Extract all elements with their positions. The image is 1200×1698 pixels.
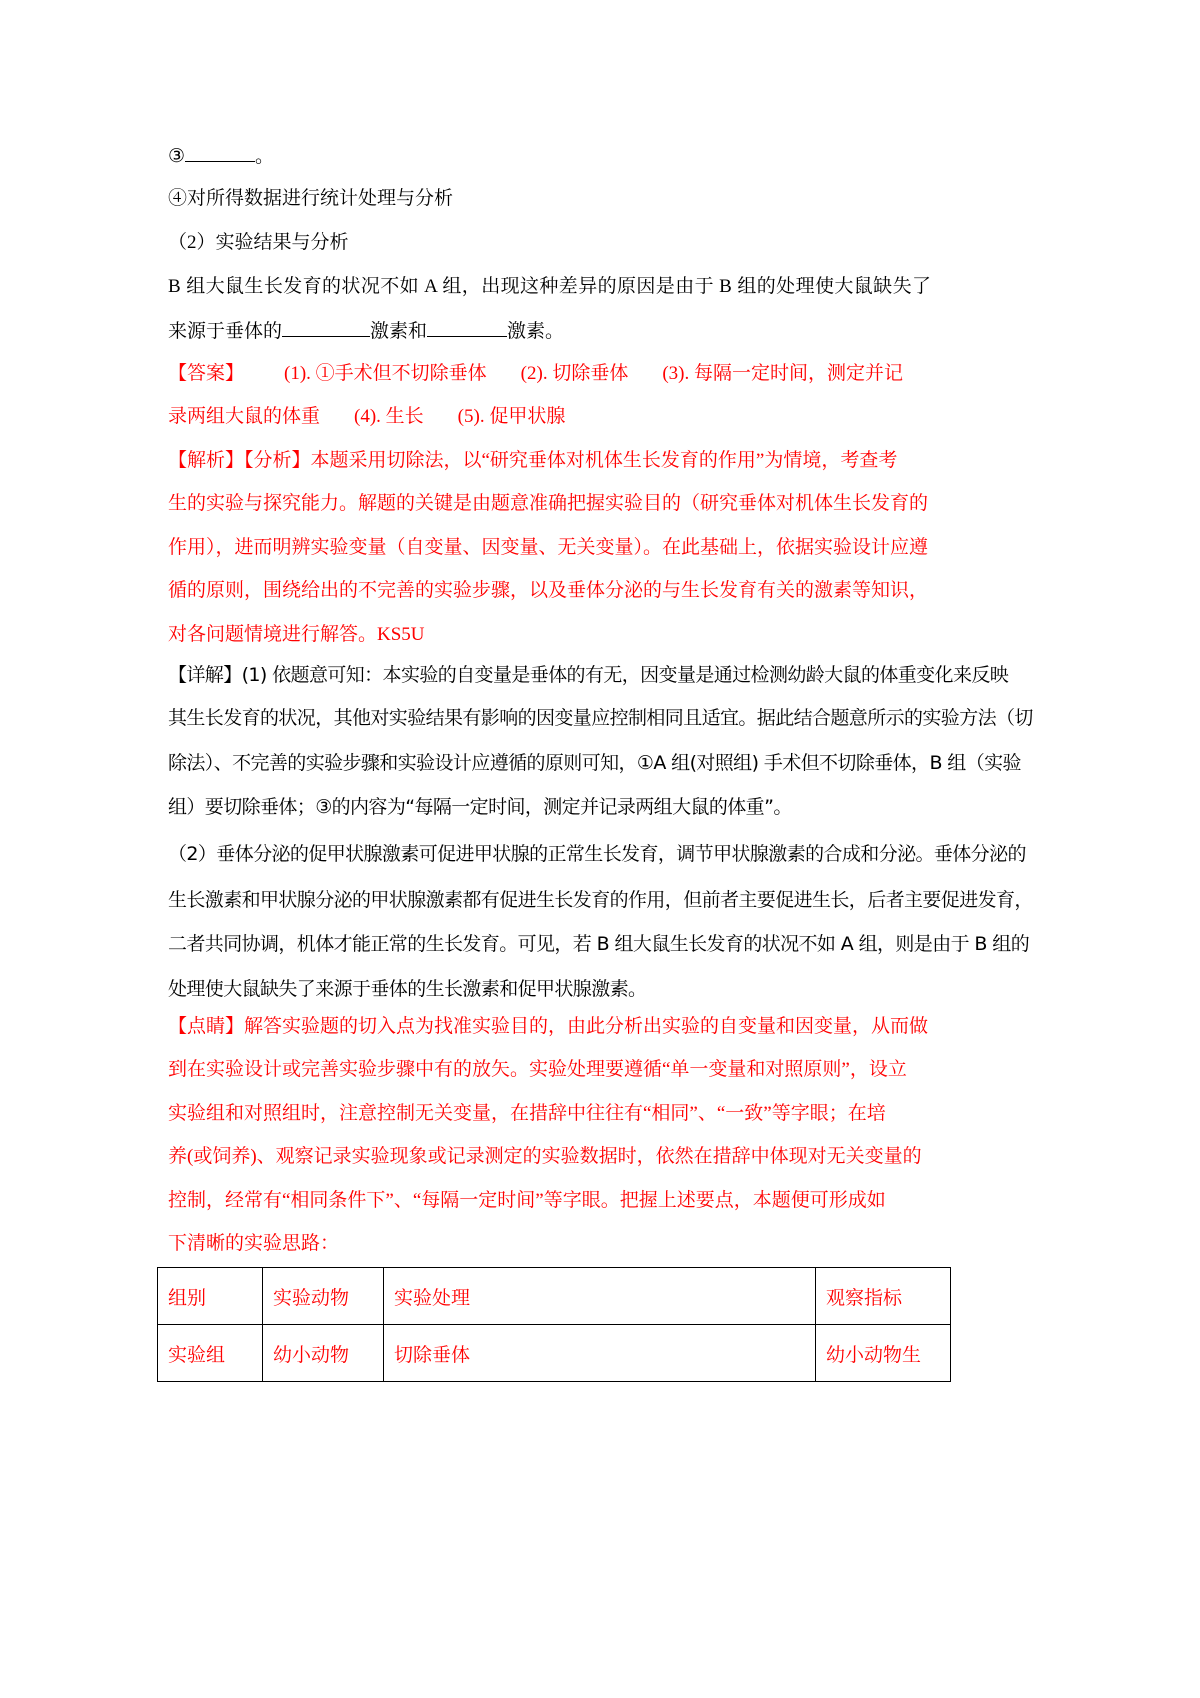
answer-line-2: [168, 405, 565, 429]
blank-field: [282, 318, 370, 337]
table-cell: 切除垂体: [384, 1325, 816, 1382]
table-cell: 幼小动物: [263, 1325, 384, 1382]
analysis-line: 作用），进而明辨实验变量（自变量、因变量、无关变量）。在此基础上，依据实验设计应遵: [168, 537, 929, 558]
answer-item: (2). 切除垂体: [520, 363, 629, 384]
table-header-cell: 组别: [158, 1268, 263, 1325]
analysis-line: 生的实验与探究能力。解题的关键是由题意准确把握实验目的（研究垂体对机体生长发育的: [168, 493, 929, 514]
table-header-cell: 实验处理: [384, 1268, 816, 1325]
table-cell: 幼小动物生: [816, 1325, 951, 1382]
answer-item: (4). 生长: [354, 406, 424, 427]
analysis-line: 【解析】【分析】本题采用切除法，以“研究垂体对机体生长发育的作用”为情境，考查考: [168, 450, 898, 471]
detail-line: 生长激素和甲状腺分泌的甲状腺激素都有促进生长发育的作用，但前者主要促进生长，后者主要促进发育，: [168, 889, 1033, 911]
step3-line: [168, 143, 274, 169]
analysis-line: 循的原则，围绕给出的不完善的实验步骤，以及垂体分泌的与生长发育有关的激素等知识，: [168, 580, 929, 601]
keypoint-line: 下清晰的实验思路：: [168, 1233, 340, 1254]
detail-line: 除法）、不完善的实验步骤和实验设计应遵循的原则可知，①A 组(对照组) 手术但不切除垂体，B 组（实验: [168, 752, 1021, 774]
table-row: [158, 1325, 951, 1382]
answer-item: (3). 每隔一定时间，测定并记: [662, 363, 903, 384]
answer-item: (5). 促甲状腺: [457, 406, 566, 427]
analysis-line: 对各问题情境进行解答。KS5U: [168, 624, 425, 645]
answer-item: 录两组大鼠的体重: [168, 406, 321, 427]
table-header-cell: 实验动物: [263, 1268, 384, 1325]
step4-line: ④对所得数据进行统计处理与分析: [168, 188, 454, 209]
answer-label: 【答案】: [168, 363, 245, 384]
part2-heading: （2）实验结果与分析: [168, 232, 349, 253]
table-header-row: [158, 1268, 951, 1325]
step3-suffix: 。: [255, 146, 275, 167]
keypoint-line: 控制，经常有“相同条件下”、“每隔一定时间”等字眼。把握上述要点，本题便可形成如: [168, 1190, 886, 1211]
detail-line: 其生长发育的状况，其他对实验结果有影响的因变量应控制相同且适宜。据此结合题意所示的实验方法（切: [168, 707, 1033, 729]
question-text: 激素和: [370, 321, 428, 342]
step3-number: ③: [168, 146, 186, 167]
table-header-cell: 观察指标: [816, 1268, 951, 1325]
question-line-2: [168, 318, 564, 344]
keypoint-line: 实验组和对照组时，注意控制无关变量，在措辞中往往有“相同”、“一致”等字眼；在培: [168, 1103, 886, 1124]
table-cell: 实验组: [158, 1325, 263, 1382]
answer-item: (1). ①手术但不切除垂体: [284, 363, 487, 384]
blank-field: [427, 318, 507, 337]
detail-line: 【详解】(1) 依题意可知：本实验的自变量是垂体的有无，因变量是通过检测幼龄大鼠的体重变化来反映: [168, 664, 1009, 686]
keypoint-line: 到在实验设计或完善实验步骤中有的放矢。实验处理要遵循“单一变量和对照原则”，设立: [168, 1059, 907, 1080]
detail-line: 处理使大鼠缺失了来源于垂体的生长激素和促甲状腺激素。: [168, 978, 647, 1000]
experiment-table: [157, 1267, 951, 1382]
detail-line: 二者共同协调，机体才能正常的生长发育。可见，若 B 组大鼠生长发育的状况不如 A 组，则是由于 B 组的: [168, 933, 1030, 955]
detail-line: 组）要切除垂体；③的内容为“每隔一定时间，测定并记录两组大鼠的体重”。: [168, 796, 792, 818]
question-text: 激素。: [507, 321, 565, 342]
keypoint-line: 【点睛】解答实验题的切入点为找准实验目的，由此分析出实验的自变量和因变量，从而做: [168, 1016, 929, 1037]
detail-line: （2）垂体分泌的促甲状腺激素可促进甲状腺的正常生长发育，调节甲状腺激素的合成和分泌。垂体分泌的: [168, 843, 1026, 865]
blank-field: [185, 143, 255, 162]
answer-line-1: [168, 362, 903, 386]
keypoint-line: 养(或饲养)、观察记录实验现象或记录测定的实验数据时，依然在措辞中体现对无关变量的: [168, 1146, 922, 1167]
question-text: 来源于垂体的: [168, 321, 283, 342]
question-line-1: B 组大鼠生长发育的状况不如 A 组，出现这种差异的原因是由于 B 组的处理使大鼠缺失了: [168, 276, 932, 297]
